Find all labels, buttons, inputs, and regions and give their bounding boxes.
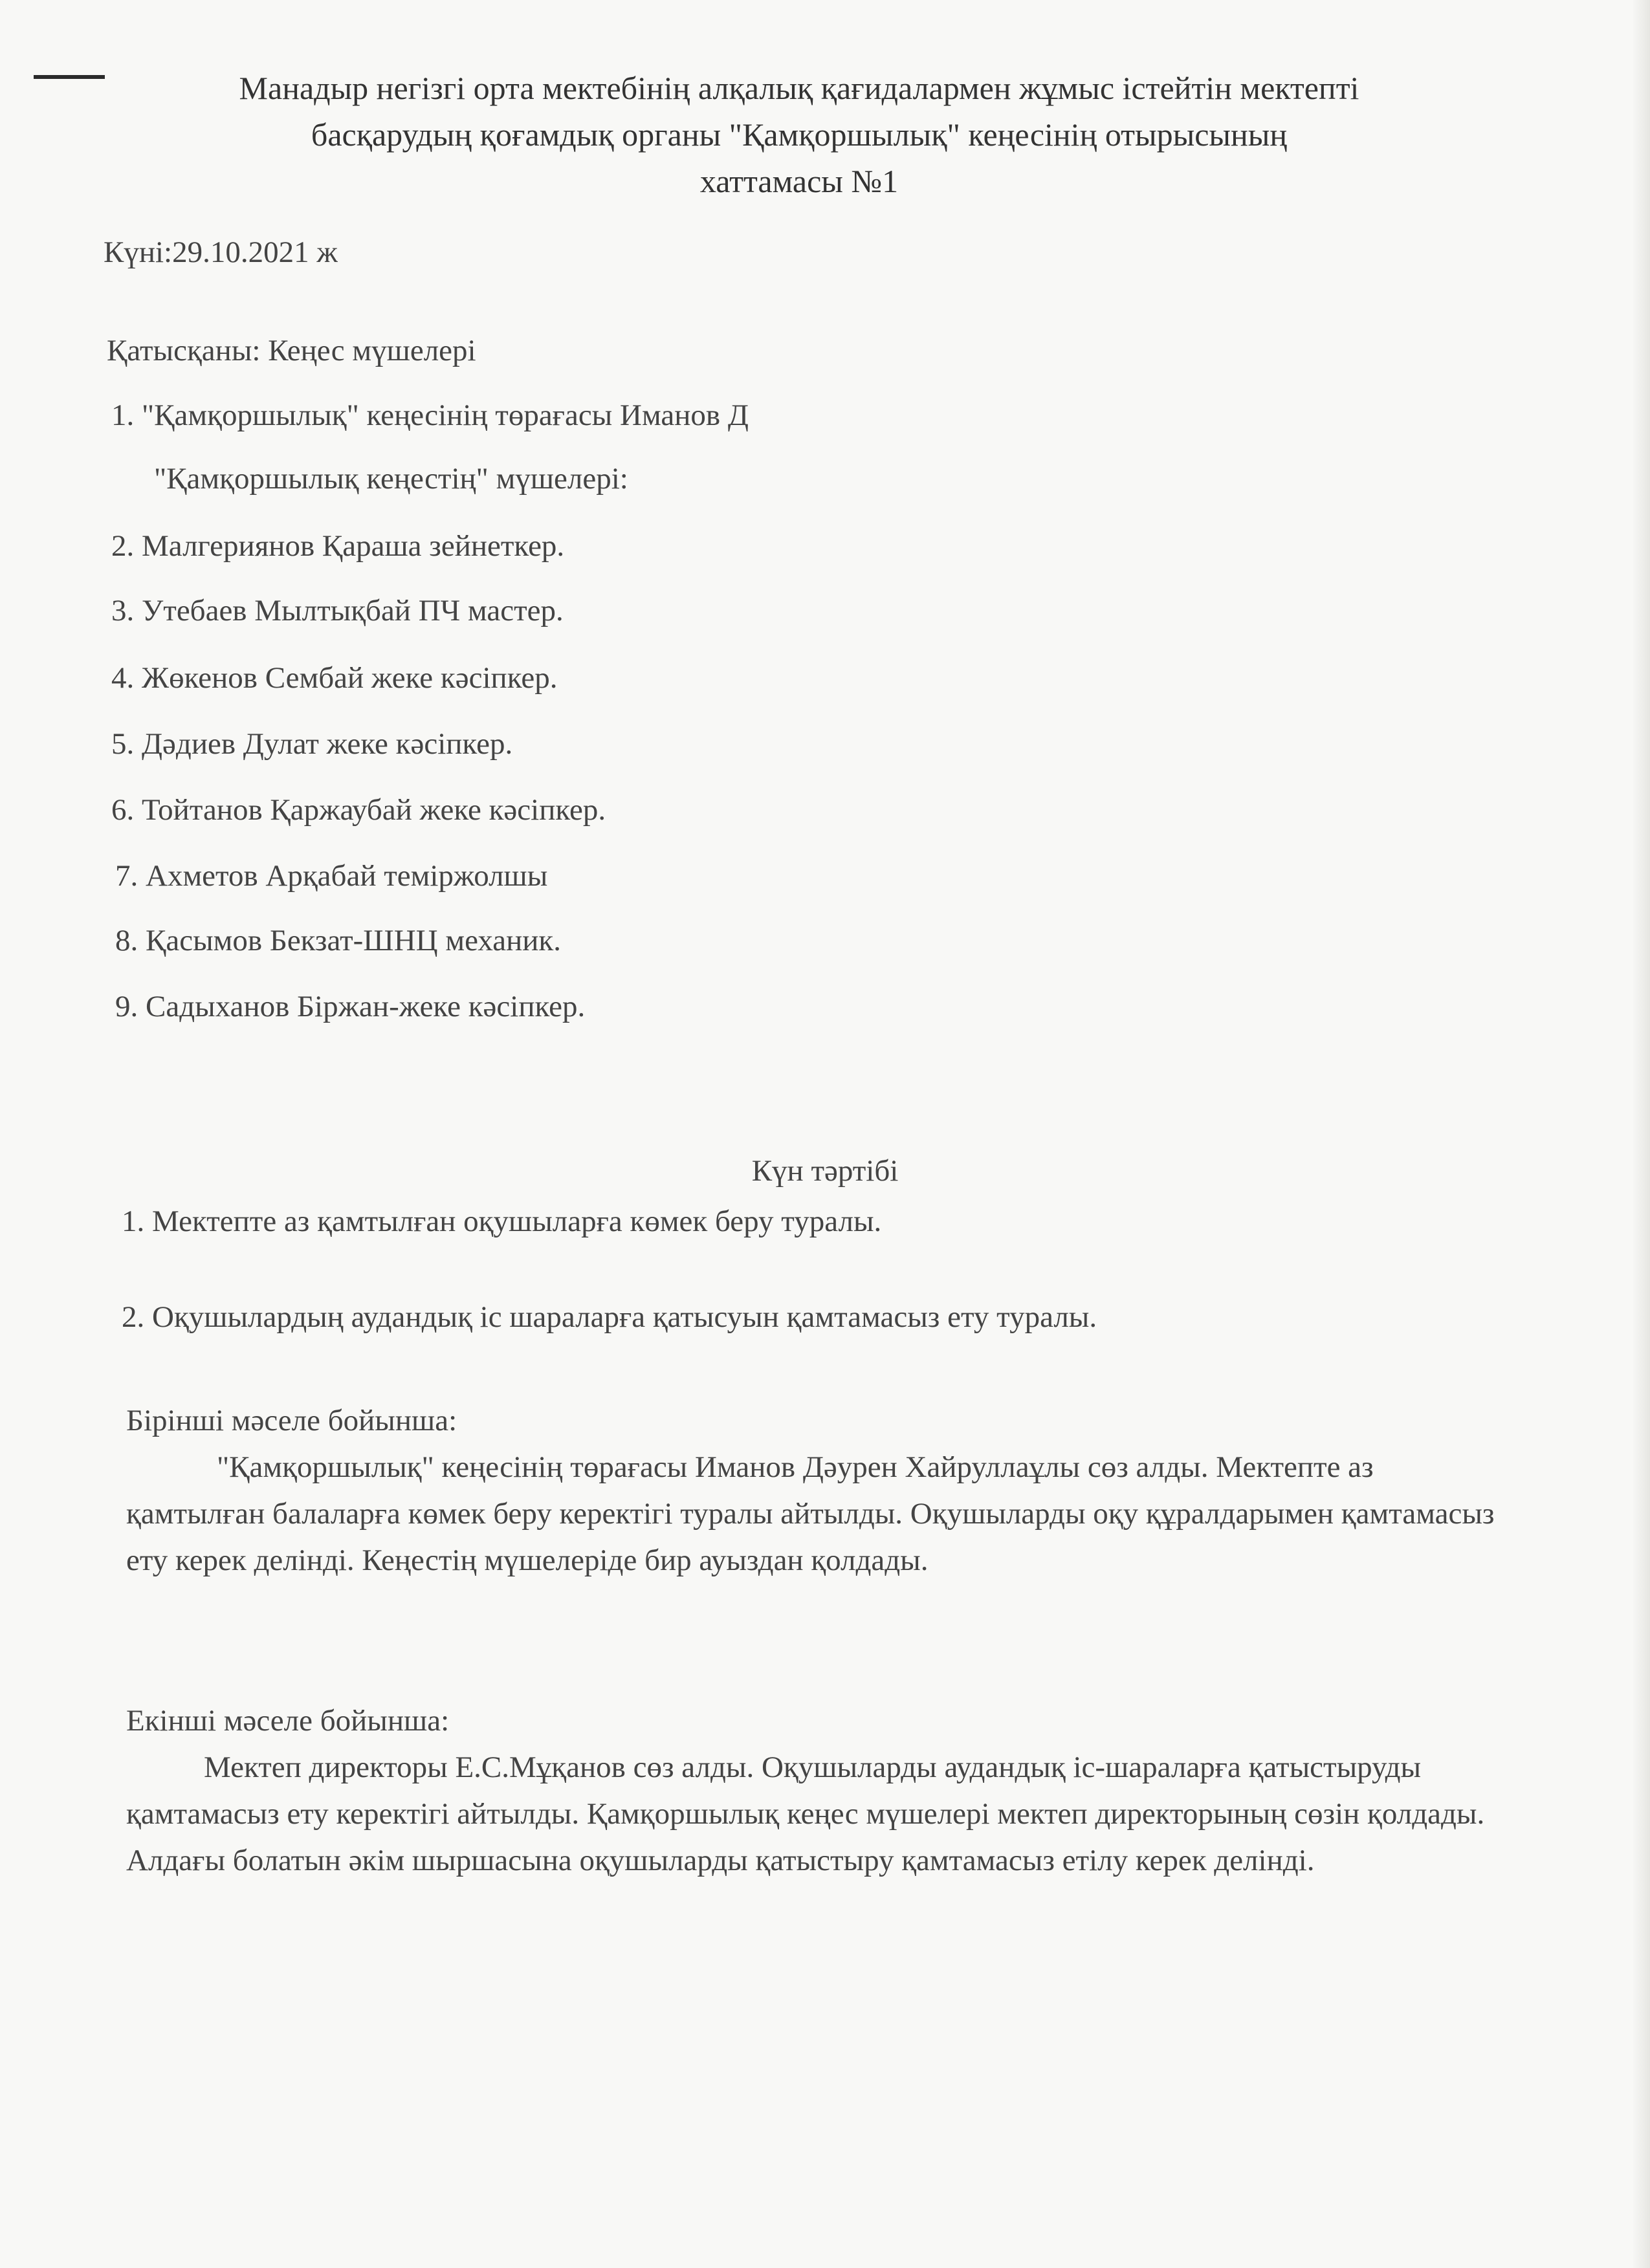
participants-heading: Қатысқаны: Кеңес мүшелері bbox=[107, 334, 476, 367]
member-item: 6. Тойтанов Қаржаубай жеке кәсіпкер. bbox=[111, 793, 606, 827]
member-item: 5. Дәдиев Дулат жеке кәсіпкер. bbox=[111, 727, 513, 761]
agenda-item: 2. Оқушылардың аудандық іс шараларға қатысуын қамтамасыз ету туралы. bbox=[122, 1300, 1097, 1334]
member-item: 3. Утебаев Мылтықбай ПЧ мастер. bbox=[111, 594, 564, 627]
member-item: 4. Жөкенов Сембай жеке кәсіпкер. bbox=[111, 661, 558, 695]
member-item: 9. Садыханов Біржан-жеке кәсіпкер. bbox=[115, 990, 586, 1023]
member-item: 7. Ахметов Арқабай теміржолшы bbox=[115, 859, 548, 893]
member-item: 8. Қасымов Бекзат-ШНЦ механик. bbox=[115, 924, 561, 957]
document-title bbox=[104, 65, 1495, 204]
participant-chair: 1. "Қамқоршылық" кеңесінің төрағасы Иманов Д bbox=[111, 398, 749, 432]
members-heading: "Қамқоршылық кеңестің" мүшелері: bbox=[154, 462, 628, 496]
agenda-item: 1. Мектепте аз қамтылған оқушыларға көмек беру туралы. bbox=[122, 1205, 882, 1238]
title-line-3: хаттамасы №1 bbox=[699, 163, 899, 199]
scan-edge-shadow bbox=[1632, 0, 1650, 2268]
issue1-text: "Қамқоршылық" кеңесінің төрағасы Иманов Дәурен Хайруллаұлы сөз алды. Мектепте аз қамтылған балаларға көмек беру керектігі туралы айтылды. Оқушыларды оқу құралдарымен қамтамасыз ету керек делінді. Кеңестің мүшелеріде бир ауыздан қолдады. bbox=[126, 1450, 1495, 1577]
member-item: 2. Малгериянов Қараша зейнеткер. bbox=[111, 529, 565, 563]
issue2-text: Мектеп директоры Е.С.Мұқанов сөз алды. Оқушыларды аудандық іс-шараларға қатыстыруды қамтамасыз ету керектігі айтылды. Қамқоршылық кеңес мүшелері мектеп директорының сөзін қолдады. Алдағы болатын әкім шыршасына оқушыларды қатыстыру қамтамасыз етілу керек делінді. bbox=[126, 1750, 1485, 1877]
document-date: Күні:29.10.2021 ж bbox=[104, 235, 338, 269]
issue2-heading: Екінші мәселе бойынша: bbox=[126, 1704, 450, 1738]
title-line-2: басқарудың қоғамдық органы "Қамқоршылық" кеңесінің отырысының bbox=[311, 116, 1288, 153]
agenda-heading: Күн тәртібі bbox=[751, 1154, 899, 1188]
issue1-heading: Бірінші мәселе бойынша: bbox=[126, 1404, 457, 1437]
corner-mark bbox=[34, 75, 105, 79]
title-line-1: Манадыр негізгі орта мектебінің алқалық қағидалармен жұмыс істейтін мектепті bbox=[239, 70, 1359, 106]
